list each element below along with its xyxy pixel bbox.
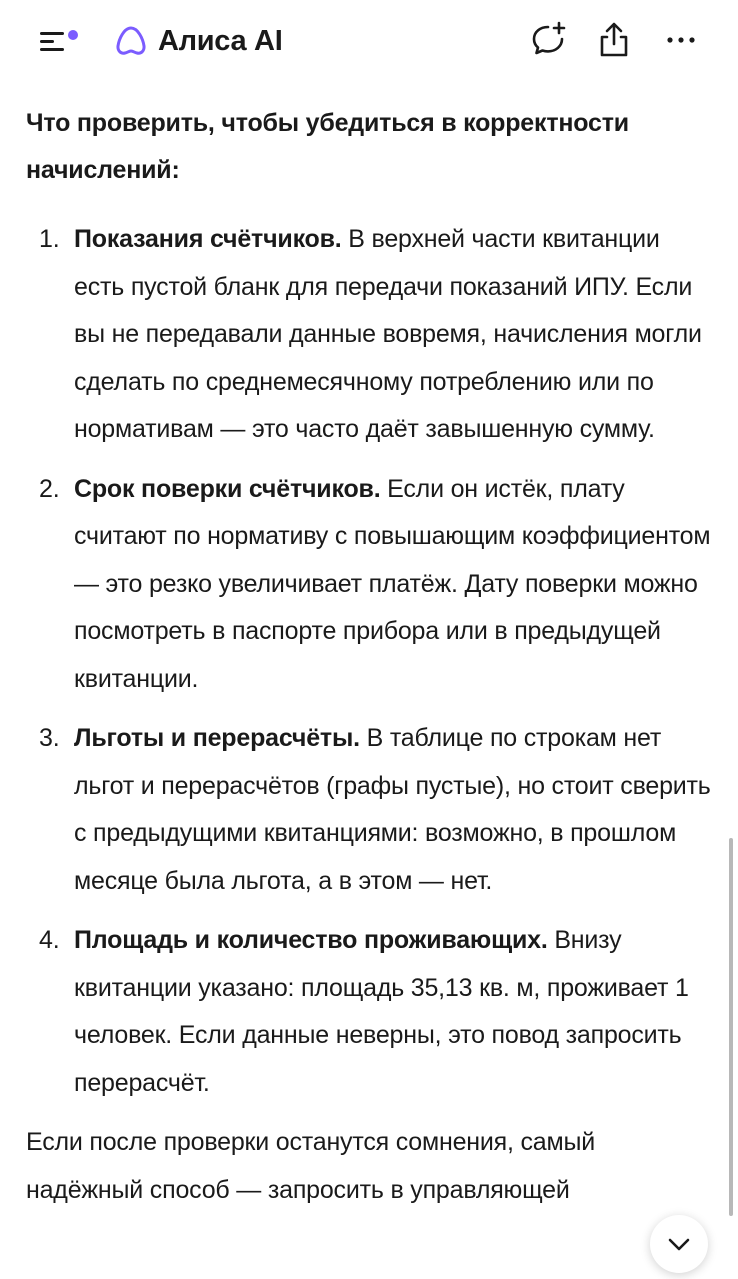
more-icon [659, 18, 703, 62]
app-title: Алиса AI [158, 24, 283, 57]
list-item-title: Льготы и перерасчёты. [74, 724, 360, 752]
list-item-number: 1. [39, 225, 60, 253]
list-item-text: В верхней части квитанции есть пустой бланк для передачи показаний ИПУ. Если вы не передавали данные вовремя, начисления могли сделать по среднемесячному потреблению или по нормативам — это часто даёт завышенную сумму. [74, 225, 702, 443]
list-item-number: 2. [39, 474, 60, 503]
new-chat-icon [526, 18, 570, 62]
share-icon [592, 18, 636, 62]
scroll-down-button[interactable] [650, 1215, 708, 1273]
list-item-text: Внизу квитанции указано: площадь 35,13 кв. м, проживает 1 человек. Если данные неверны, это повод запросить перерасчёт. [74, 926, 689, 1097]
menu-button[interactable] [34, 22, 84, 62]
app-header [0, 0, 738, 80]
list-item-number: 3. [39, 724, 60, 752]
list-item-text: Если он истёк, плату считают по нормативу с повышающим коэффициентом — это резко увеличивает платёж. Дату поверки можно посмотреть в паспорте прибора или в предыдущей квитанции. [74, 474, 711, 693]
alice-logo-icon [114, 24, 148, 58]
list-item [26, 216, 716, 454]
brand [114, 20, 282, 62]
share-button[interactable] [592, 18, 636, 62]
scrollbar[interactable] [729, 838, 733, 1216]
message-heading: Что проверить, чтобы убедиться в корректности начислений: [26, 109, 629, 184]
list-item [26, 715, 716, 905]
message-content [26, 100, 716, 1214]
list-item-title: Показания счётчиков. [74, 225, 342, 253]
new-chat-button[interactable] [526, 18, 570, 62]
list-item [26, 917, 716, 1107]
list-item-title: Срок поверки счётчиков. [74, 474, 381, 503]
list-item-number: 4. [39, 926, 60, 954]
message-outro: Если после проверки останутся сомнения, самый надёжный способ — запросить в управляющей [26, 1128, 596, 1204]
checklist [26, 216, 716, 1107]
more-button[interactable] [659, 18, 703, 62]
chevron-down-icon [664, 1229, 694, 1259]
list-item-title: Площадь и количество проживающих. [74, 926, 548, 954]
list-item-text: В таблице по строкам нет льгот и перерасчётов (графы пустые), но стоит сверить с предыдущими квитанциями: возможно, в прошлом месяце была льгота, а в этом — нет. [74, 724, 711, 895]
list-item [26, 466, 716, 704]
